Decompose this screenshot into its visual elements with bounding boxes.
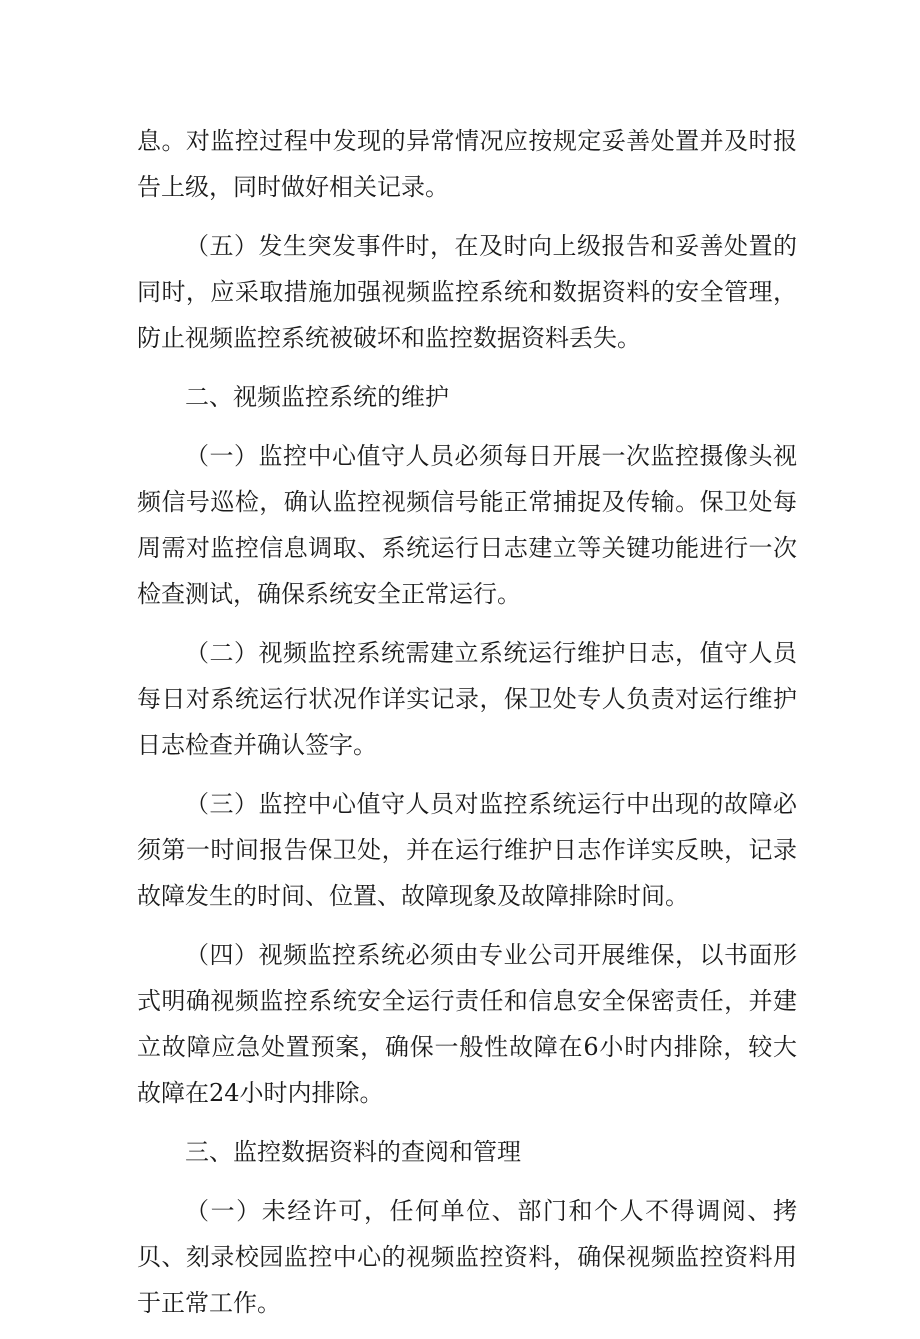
paragraph-item-4-professional-maintenance: （四）视频监控系统必须由专业公司开展维保，以书面形式明确视频监控系统安全运行责任和信息安全保密责任，并建立故障应急处置预案，确保一般性故障在6小时内排除，较大故障在24小时内排除。 (137, 941, 797, 1107)
paragraph-item-5-emergency: （五）发生突发事件时，在及时向上级报告和妥善处置的同时，应采取措施加强视频监控系统和数据资料的安全管理，防止视频监控系统被破坏和监控数据资料丢失。 (137, 232, 797, 352)
paragraph-item-1-daily-inspection: （一）监控中心值守人员必须每日开展一次监控摄像头视频信号巡检，确认监控视频信号能正常捕捉及传输。保卫处每周需对监控信息调取、系统运行日志建立等关键功能进行一次检查测试，确保系统安全正常运行。 (137, 442, 797, 608)
section-heading-maintenance: 二、视频监控系统的维护 (185, 383, 449, 411)
paragraph-item-2-maintenance-log: （二）视频监控系统需建立系统运行维护日志，值守人员每日对系统运行状况作详实记录，保卫处专人负责对运行维护日志检查并确认签字。 (137, 639, 797, 759)
section-heading-data-access: 三、监控数据资料的查阅和管理 (185, 1138, 521, 1166)
paragraph-item-1-access-permission: （一）未经许可，任何单位、部门和个人不得调阅、拷贝、刻录校园监控中心的视频监控资料，确保视频监控资料用于正常工作。 (137, 1197, 797, 1317)
paragraph-continuation: 息。对监控过程中发现的异常情况应按规定妥善处置并及时报告上级，同时做好相关记录。 (137, 127, 797, 201)
document-body (137, 118, 797, 1339)
paragraph-item-3-fault-report: （三）监控中心值守人员对监控系统运行中出现的故障必须第一时间报告保卫处，并在运行维护日志作详实反映，记录故障发生的时间、位置、故障现象及故障排除时间。 (137, 790, 797, 910)
